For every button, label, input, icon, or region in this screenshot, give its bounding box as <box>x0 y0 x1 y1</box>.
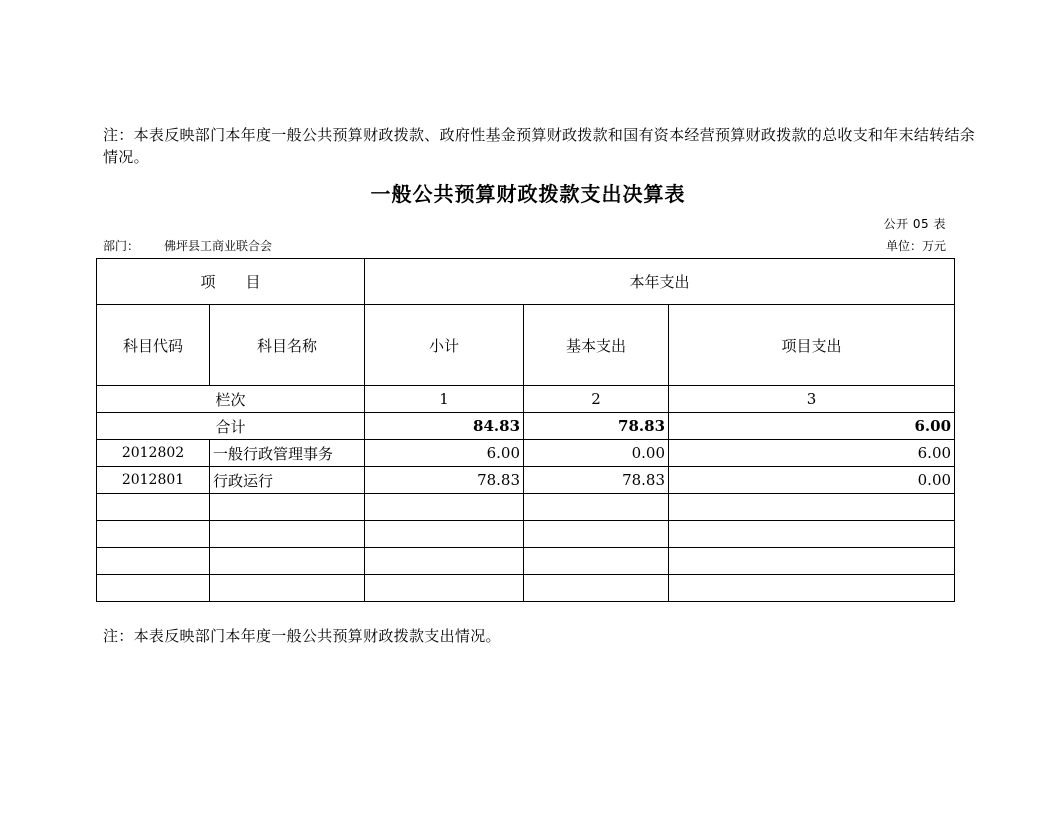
header-basic: 基本支出 <box>524 305 669 386</box>
row-basic: 0.00 <box>524 440 669 467</box>
total-label: 合计 <box>97 413 365 440</box>
row-project: 0.00 <box>669 467 955 494</box>
department-label: 部门： <box>103 239 140 253</box>
header-year-expenditure: 本年支出 <box>365 259 955 305</box>
row-project: 6.00 <box>669 440 955 467</box>
header-code: 科目代码 <box>97 305 210 386</box>
total-project: 6.00 <box>669 413 955 440</box>
empty-row <box>97 575 955 602</box>
header-project: 项目支出 <box>669 305 955 386</box>
table-header-row-1 <box>97 259 955 305</box>
total-basic: 78.83 <box>524 413 669 440</box>
empty-row <box>97 548 955 575</box>
table-header-row-2 <box>97 305 955 386</box>
empty-row <box>97 521 955 548</box>
row-code: 2012802 <box>97 440 210 467</box>
index-label: 栏次 <box>97 386 365 413</box>
unit-label: 单位：万元 <box>885 239 946 253</box>
index-cell: 2 <box>524 386 669 413</box>
page-title: 一般公共预算财政拨款支出决算表 <box>370 182 686 206</box>
row-subtotal: 6.00 <box>365 440 524 467</box>
index-cell: 1 <box>365 386 524 413</box>
total-subtotal: 84.83 <box>365 413 524 440</box>
total-row <box>97 413 955 440</box>
row-name: 行政运行 <box>210 467 365 494</box>
table-row <box>97 467 955 494</box>
index-row <box>97 386 955 413</box>
row-name: 一般行政管理事务 <box>210 440 365 467</box>
header-item: 项 目 <box>97 259 365 305</box>
form-number: 公开 05 表 <box>883 217 946 231</box>
bottom-note: 注：本表反映部门本年度一般公共预算财政拨款支出情况。 <box>103 627 501 645</box>
expenditure-table <box>96 258 955 602</box>
top-note: 注：本表反映部门本年度一般公共预算财政拨款、政府性基金预算财政拨款和国有资本经营预算财政拨款的总收支和年末结转结余情况。 <box>103 126 976 166</box>
table-row <box>97 440 955 467</box>
row-subtotal: 78.83 <box>365 467 524 494</box>
header-name: 科目名称 <box>210 305 365 386</box>
department-name: 佛坪县工商业联合会 <box>164 239 273 253</box>
index-cell: 3 <box>669 386 955 413</box>
header-subtotal: 小计 <box>365 305 524 386</box>
row-basic: 78.83 <box>524 467 669 494</box>
empty-row <box>97 494 955 521</box>
row-code: 2012801 <box>97 467 210 494</box>
